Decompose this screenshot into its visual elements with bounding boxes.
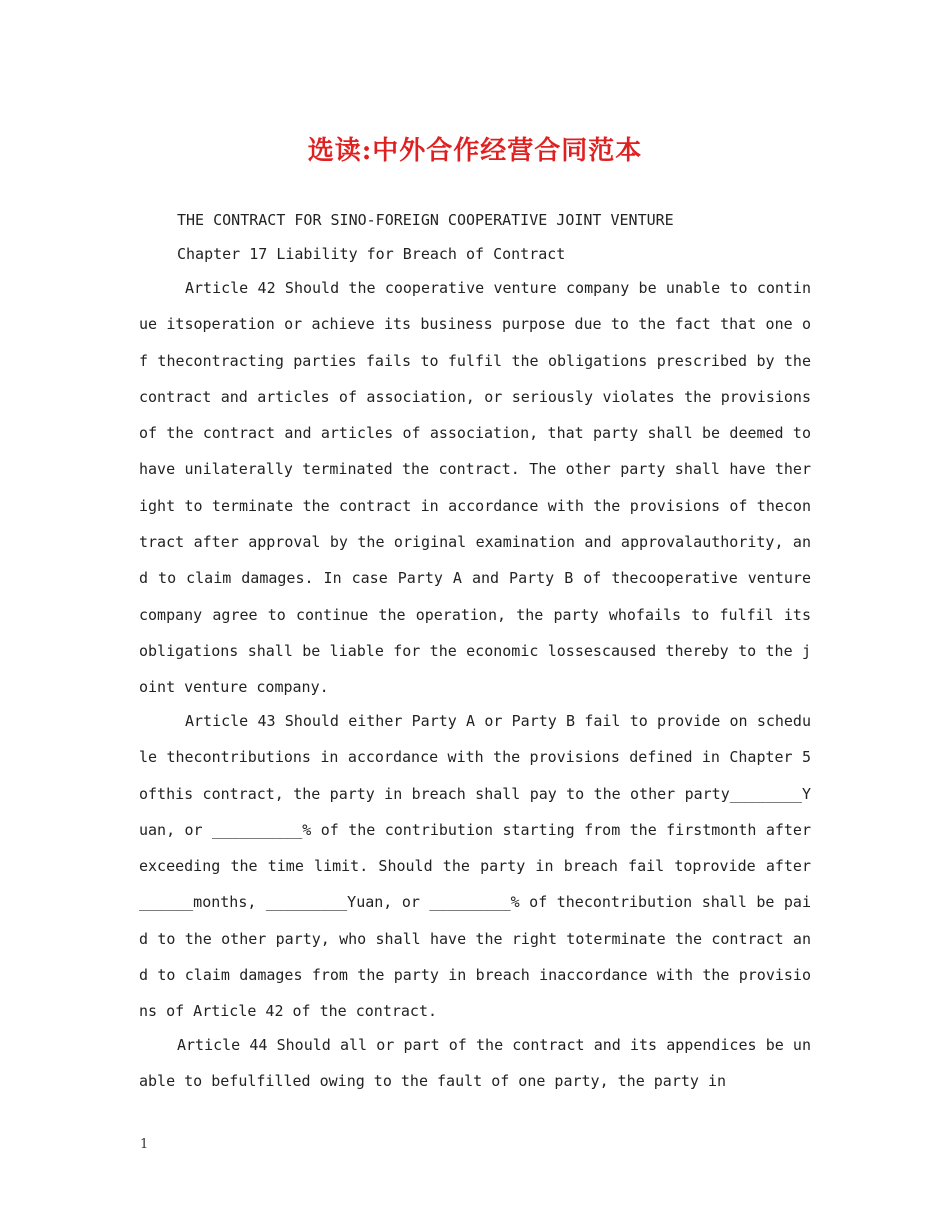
contract-heading: THE CONTRACT FOR SINO-FOREIGN COOPERATIVE JOINT VENTURE — [177, 211, 674, 229]
chapter-heading: Chapter 17 Liability for Breach of Contract — [177, 245, 566, 263]
article-43-paragraph: Article 43 Should either Party A or Party B fail to provide on schedule thecontributions in accordance with the provisions defined in Chapter 5 ofthis contract, the party in breach shall pay to the other party________Yuan, or __________% of the contribution starting from the firstmonth after exceeding the time limit. Should the party in breach fail toprovide after ______months, _________Yuan, or _________% of thecontribution shall be paid to the other party, who shall have the right toterminate the contract and to claim damages from the party in breach inaccordance with the provisions of Article 42 of the contract. — [139, 712, 811, 1021]
article-42-paragraph: Article 42 Should the cooperative venture company be unable to continue itsoperation or achieve its business purpose due to the fact that one of thecontracting parties fails to fulfil the obligations prescribed by thecontract and articles of association, or seriously violates the provisionsof the contract and articles of association, that party shall be deemed tohave unilaterally terminated the contract. The other party shall have theright to terminate the contract in accordance with the provisions of thecontract after approval by the original examination and approvalauthority, and to claim damages. In case Party A and Party B of thecooperative venture company agree to continue the operation, the party whofails to fulfil its obligations shall be liable for the economic lossescaused thereby to the joint venture company. — [139, 279, 811, 697]
document-title: 选读:中外合作经营合同范本 — [307, 136, 643, 166]
page-number: 1 — [140, 1137, 149, 1152]
article-44-paragraph: Article 44 Should all or part of the contract and its appendices be unable to befulfilled owing to the fault of one party, the party in — [139, 1036, 811, 1091]
